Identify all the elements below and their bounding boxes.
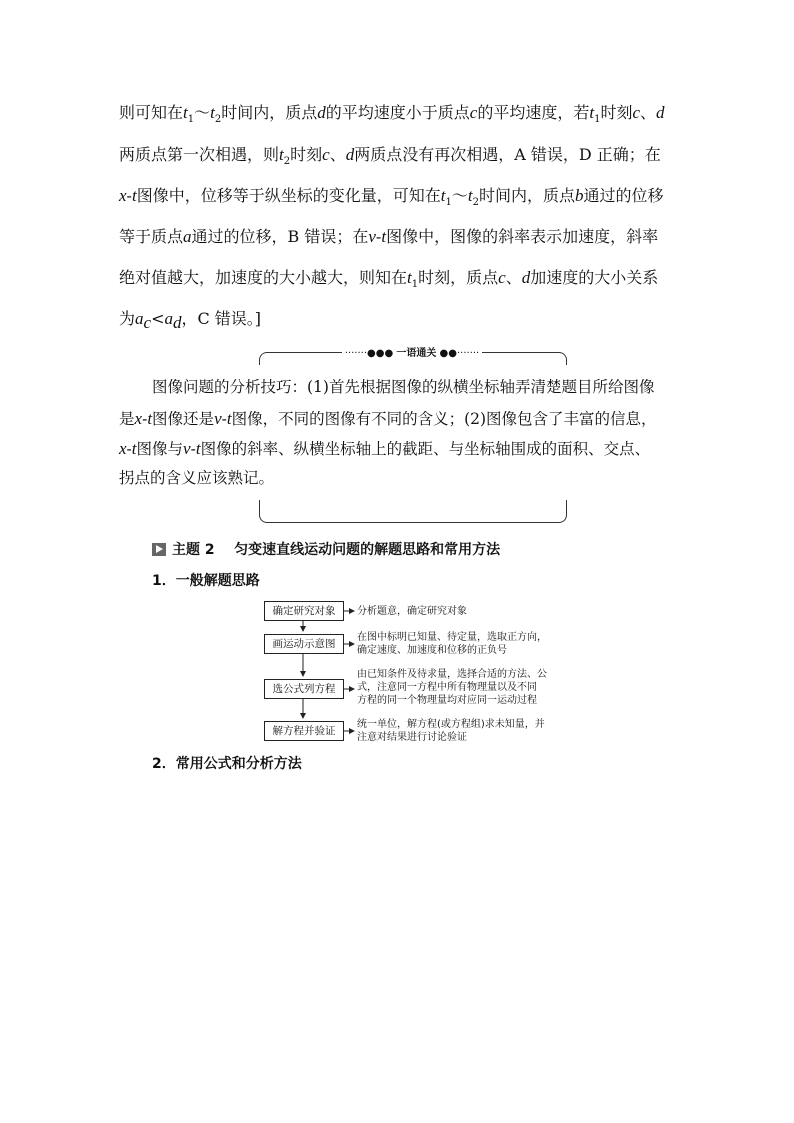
sub: c [143,313,152,333]
text: ～ [451,186,468,205]
tip-line-3 [119,439,679,459]
flow-step-3: 选公式列方程 [264,679,344,699]
flow-desc-3 [357,668,547,707]
text: - [221,410,227,428]
var-t: t [589,103,595,122]
section-2-heading: 2．常用公式和分析方法 [152,756,302,772]
var-x: x [119,186,127,205]
var-t: t [467,186,473,205]
sub: d [172,313,182,333]
para-line-2 [119,145,679,172]
text: 图像与 [136,440,184,458]
text: ～ [194,103,211,122]
text: 图像中，位移等于纵坐标的变化量，可知在 [136,186,441,205]
text: - [126,440,132,458]
text: 图像问题的分析技巧：(1)首先根据图像的纵横坐标轴弄清楚题目所给图像 [152,378,655,396]
desc-line: 分析题意，确定研究对象 [357,606,467,617]
var-a: a [183,227,192,246]
flow-desc-1 [357,605,467,618]
var-x: x [134,409,143,428]
text: 、 [329,145,346,164]
var-b: b [574,186,584,205]
tip-line-2 [119,409,679,429]
var-d: d [521,268,531,287]
desc-line: 式，注意同一方程中所有物理量以及不同 [357,682,537,693]
text: 时刻 [290,145,323,164]
var-t: t [279,145,284,164]
text: 两质点没有再次相遇，A 错误，D 正确；在 [354,145,661,164]
tip-label-text: 一语通关 [396,348,437,359]
tip-box-label: ·······●●● 一语通关 ●●······· [259,344,565,359]
topic-heading [152,539,500,559]
text: < [151,309,165,328]
desc-line: 由已知条件及待求量，选择合适的方法、公 [357,669,547,680]
text: 是 [119,410,135,428]
text: 的平均速度，若 [477,103,590,122]
sub: 2 [283,156,291,168]
topic-title: 匀变速直线运动问题的解题思路和常用方法 [234,542,501,558]
sub: 1 [594,114,601,126]
desc-line: 注意对结果进行讨论验证 [357,732,467,743]
var-t: t [147,409,153,428]
text: 则可知在 [119,103,184,122]
var-t: t [407,268,412,287]
sub: 2 [472,197,479,209]
sub: 1 [445,197,452,209]
flow-step-2: 画运动示意图 [264,634,344,654]
text: - [142,410,148,428]
text: - [190,440,196,458]
topic-label: 主题 2 [172,542,215,558]
var-t: t [131,186,137,205]
text: 时间内，质点 [478,186,575,205]
var-d: d [656,103,665,122]
var-c: c [469,103,478,122]
var-c: c [322,145,330,164]
tip-line-1 [152,377,712,397]
sub: 1 [411,279,419,291]
text: 通过的位移 [583,186,664,205]
text: - [126,186,132,205]
var-d: d [345,145,355,164]
var-t: t [183,103,188,122]
text: 图像中，图像的斜率表示加速度，斜率 [386,227,659,246]
text: 为 [119,309,136,328]
var-v: v [368,227,376,246]
var-t: t [131,439,137,458]
text: 图像的斜率、纵横坐标轴上的截距、与坐标轴围成的面积、交点、 [200,440,651,458]
var-c: c [632,103,641,122]
desc-line: 方程的同一个物理量均对应同一运动过程 [357,695,537,706]
desc-line: 在图中标明已知量、待定量，选取正方向， [357,632,547,643]
text: 加速度的大小关系 [530,268,659,287]
var-x: x [119,439,127,458]
var-t: t [226,409,232,428]
desc-line: 统一单位，解方程(或方程组)求未知量，并 [357,719,545,730]
text: 两质点第一次相遇，则 [119,145,280,164]
text: 时刻 [600,103,633,122]
text: - [375,227,382,246]
var-a: a [164,309,173,328]
var-t: t [440,186,446,205]
sub: 1 [187,114,195,126]
text: 拐点的含义应该熟记。 [119,469,275,487]
var-v: v [214,409,222,428]
text: 的平均速度小于质点 [325,103,470,122]
var-t: t [195,439,201,458]
para-line-3 [119,186,679,213]
para-line-5 [119,268,679,295]
text: 时间内，质点 [221,103,318,122]
text: 绝对值越大，加速度的大小越大，则知在 [119,268,408,287]
flow-step-1: 确定研究对象 [264,601,344,621]
sub: 2 [214,114,222,126]
var-v: v [183,439,191,458]
text: 图像，不同的图像有不同的含义；(2)图像包含了丰富的信息， [231,410,657,428]
var-t: t [210,103,215,122]
flow-desc-4 [357,718,545,744]
text: 等于质点 [119,227,184,246]
para-line-4 [119,227,679,247]
text: 图像还是 [152,410,215,428]
text: 、 [505,268,522,287]
var-t: t [381,227,387,246]
flow-desc-2 [357,631,547,657]
text: 、 [640,103,657,122]
section-1-heading: 1．一般解题思路 [152,573,260,589]
text: 通过的位移，B 错误；在 [191,227,369,246]
play-triangle-icon [152,543,166,556]
var-a: a [135,309,144,328]
flow-step-4: 解方程并验证 [264,721,344,741]
tip-line-4 [119,468,679,488]
var-d: d [317,103,326,122]
para-line-6 [119,309,679,333]
text: 时刻，质点 [418,268,499,287]
tip-box-bottom-border [259,500,567,523]
var-c: c [498,268,506,287]
para-line-1 [119,103,679,130]
desc-line: 确定速度、加速度和位移的正负号 [357,645,507,656]
text: ，C 错误。] [181,309,262,328]
